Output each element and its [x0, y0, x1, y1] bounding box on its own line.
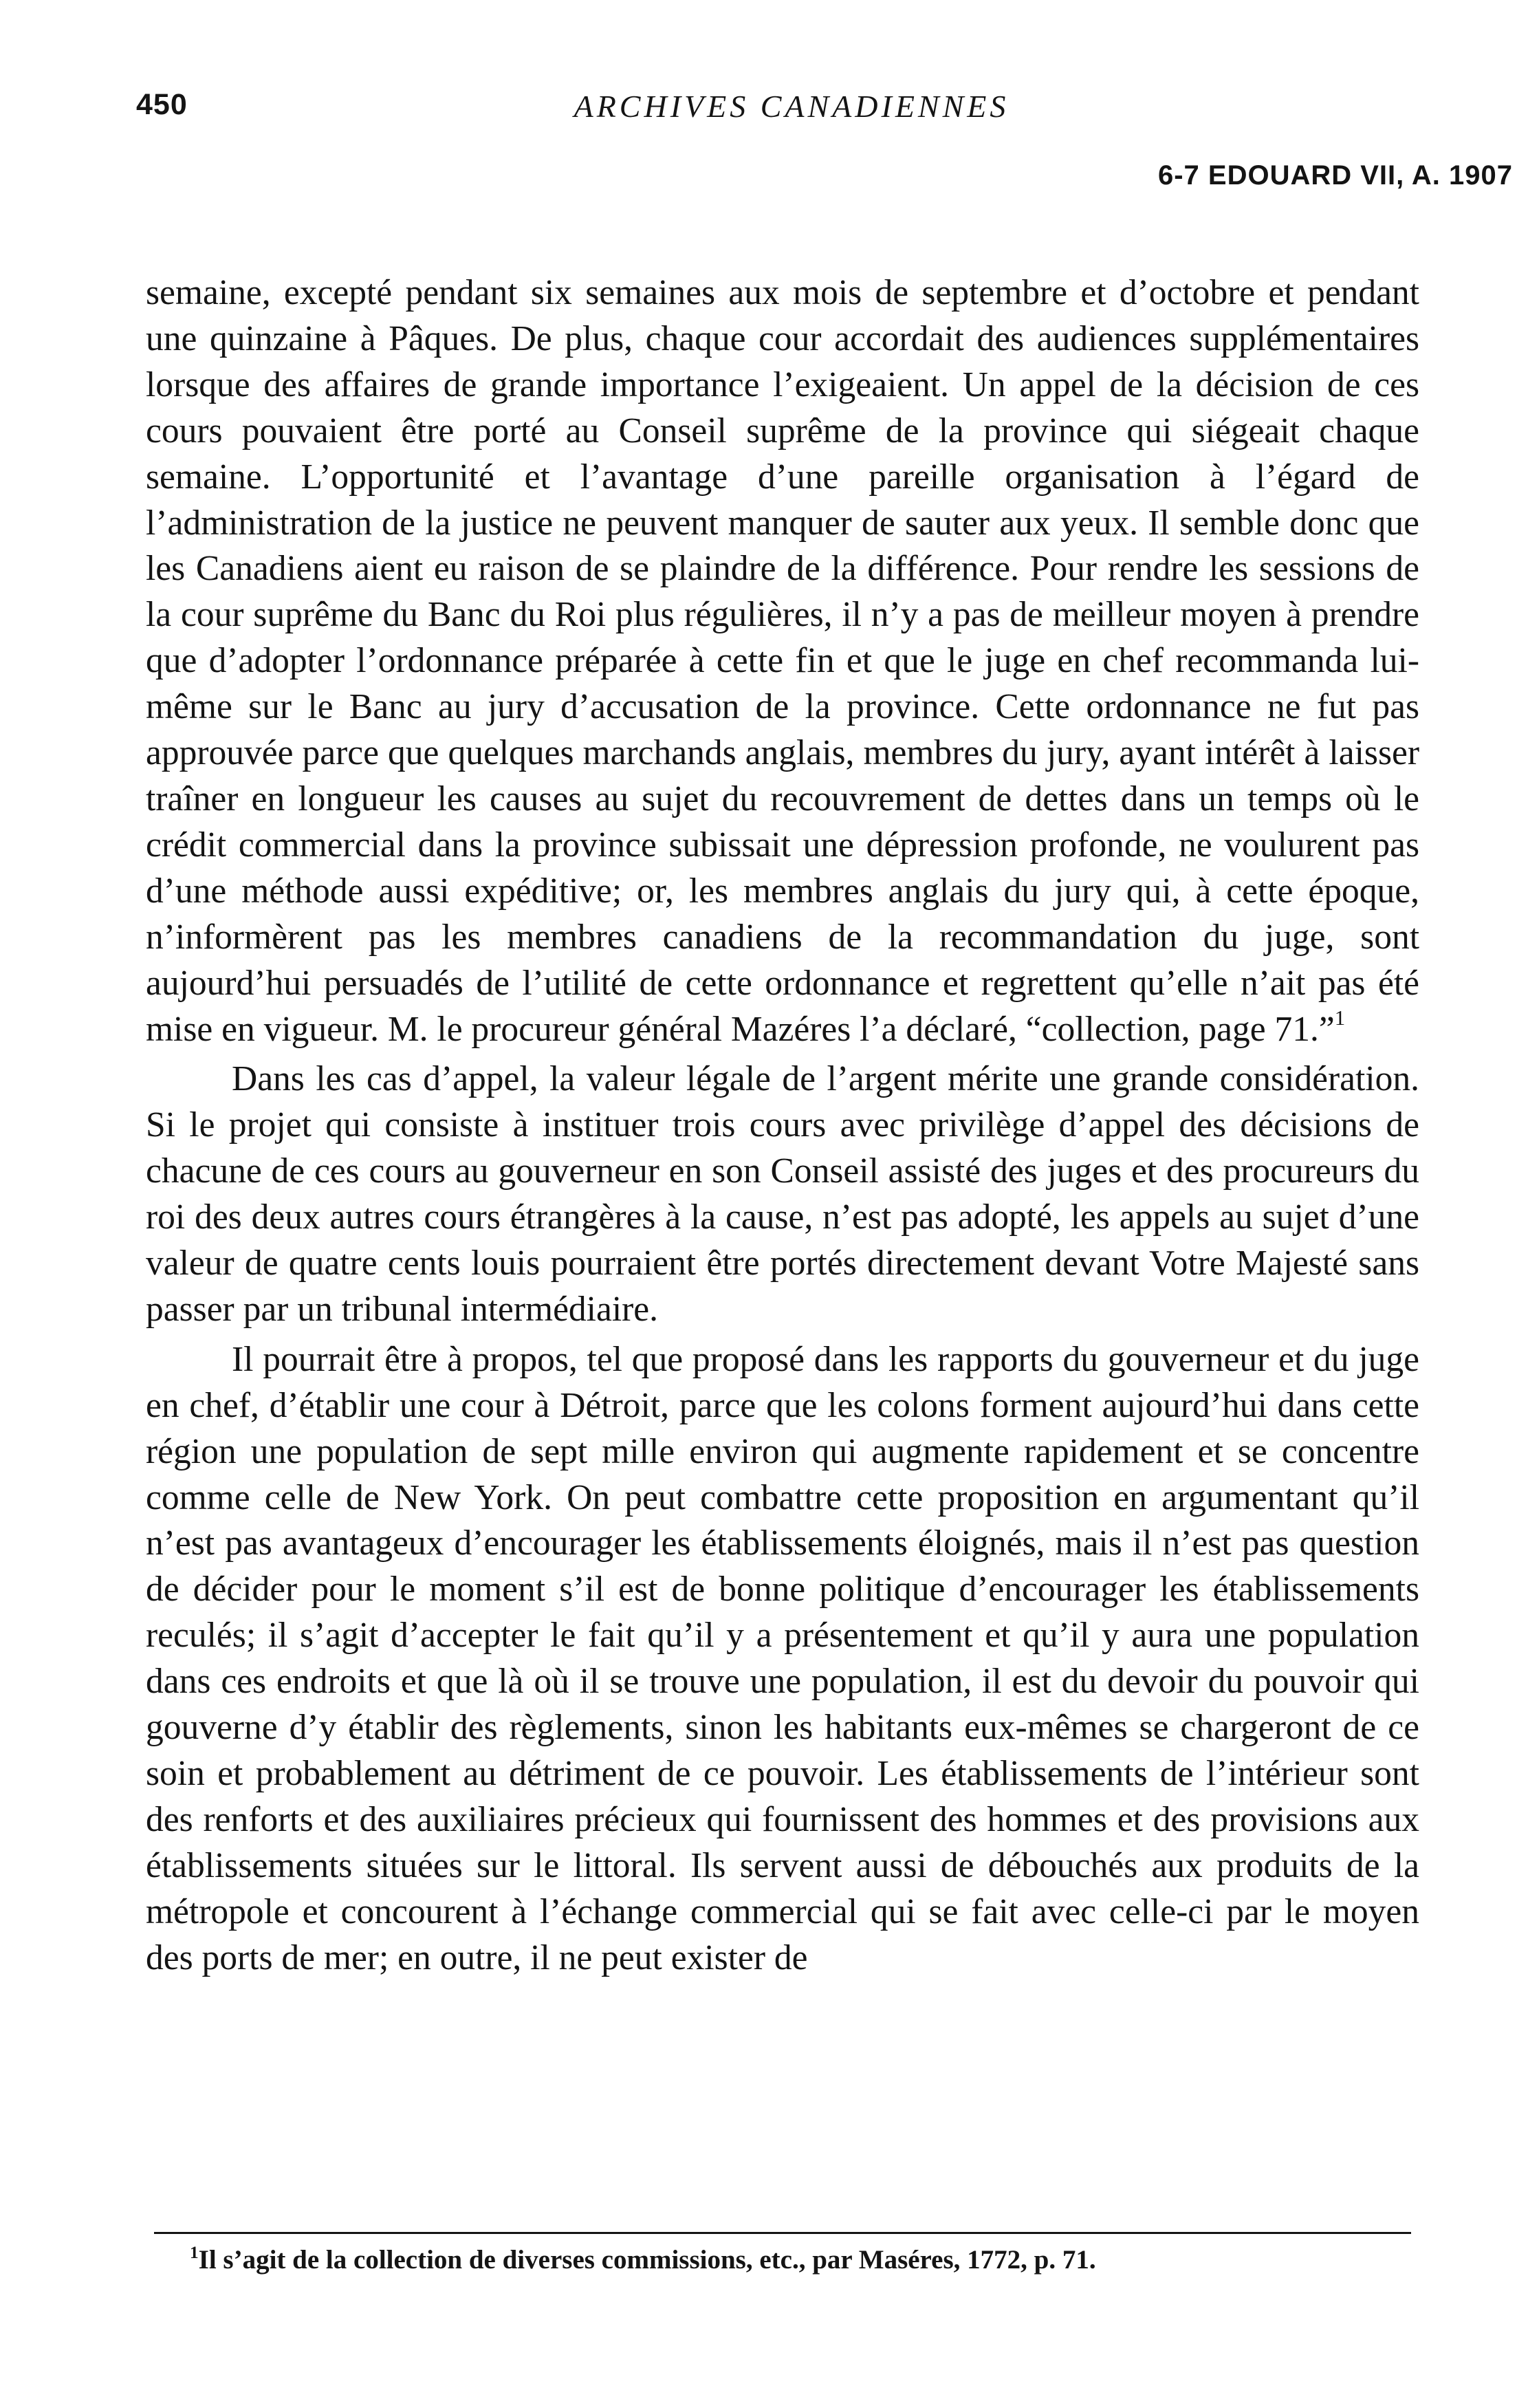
paragraph-3: Il pourrait être à propos, tel que proposé dans les rapports du gouverneur et du juge en chef, d’établir une cour à Détroit, parce que les colons forment aujourd’hui dans cette région une population de sept mille environ qui augmente rapidement et se concentre comme celle de New York. On peut combattre cette proposition en argumentant qu’il n’est pas avantageux d’encourager les établissements éloignés, mais il n’est pas question de décider pour le moment s’il est de bonne politique d’encourager les établissements reculés; il s’agit d’accepter le fait qu’il y a présentement et qu’il y aura une population dans ces endroits et que là où il se trouve une population, il est du devoir du pouvoir qui gouverne d’y établir des règlements, sinon les habitants eux-mêmes se chargeront de ce soin et probablement au détriment de ce pouvoir. Les établissements de l’intérieur sont des renforts et des auxiliaires précieux qui fournissent des hommes et des provisions aux établissements situées sur le littoral. Ils servent aussi de débouchés aux produits de la métropole et concourent à l’échange commercial qui se fait avec celle-ci par le moyen des ports de mer; en outre, il ne peut exister de — [146, 1339, 1419, 1977]
running-head — [136, 88, 1426, 136]
paragraph-1-text: semaine, excepté pendant six semaines aux mois de septembre et d’octobre et pendant une quinzaine à Pâques. De plus, chaque cour accordait des audiences supplémentaires lorsque des affaires de grande importance l’exigeaient. Un appel de la décision de ces cours pouvaient être porté au Conseil suprême de la province qui siégeait chaque semaine. L’opportunité et l’avantage d’une pareille organisation à l’égard de l’administration de la justice ne peuvent manquer de sauter aux yeux. Il semble donc que les Canadiens aient eu raison de se plaindre de la différence. Pour rendre les sessions de la cour suprême du Banc du Roi plus régulières, il n’y a pas de meilleur moyen à prendre que d’adopter l’ordonnance préparée à cette fin et que le juge en chef recommanda lui-même sur le Banc au jury d’accusation de la province. Cette ordonnance ne fut pas approuvée parce que quelques marchands anglais, membres du jury, ayant intérêt à laisser traîner en longueur les causes au sujet du recouvrement de dettes dans un temps où le crédit commercial dans la province subissait une dépression profonde, ne voulurent pas d’une méthode aussi expéditive; or, les membres anglais du jury qui, à cette époque, n’informèrent pas les membres canadiens de la recommandation du juge, sont aujourd’hui persuadés de l’utilité de cette ordonnance et regrettent qu’elle n’ait pas été mise en vigueur. M. le procureur général Mazéres l’a déclaré, “collection, page 71.” — [146, 273, 1419, 1049]
session-info: 6-7 EDOUARD VII, A. 1907 — [1157, 160, 1513, 191]
footnote-divider — [154, 2232, 1411, 2234]
paragraph-2: Dans les cas d’appel, la valeur légale de l’argent mérite une grande considération. Si le projet qui consiste à instituer trois cours avec privilège d’appel des décisions de chacune de ces cours au gouverneur en son Conseil assisté des juges et des procureurs du roi des deux autres cours étrangères à la cause, n’est pas adopté, les appels au sujet d’une valeur de quatre cents louis pourraient être portés directement devant Votre Majesté sans passer par un tribunal intermédiaire. — [146, 1059, 1419, 1329]
page-number: 450 — [136, 88, 188, 121]
footnote-reference: 1 — [1334, 1005, 1346, 1030]
footnote-text: Il s’agit de la collection de diverses commissions, etc., par Maséres, 1772, p. 71. — [198, 2245, 1096, 2275]
footnote-marker: 1 — [190, 2242, 199, 2262]
journal-title: ARCHIVES CANADIENNES — [574, 89, 1009, 124]
footnote — [190, 2241, 1414, 2279]
body-text — [146, 270, 1419, 1982]
paragraph-1 — [146, 270, 1419, 1052]
